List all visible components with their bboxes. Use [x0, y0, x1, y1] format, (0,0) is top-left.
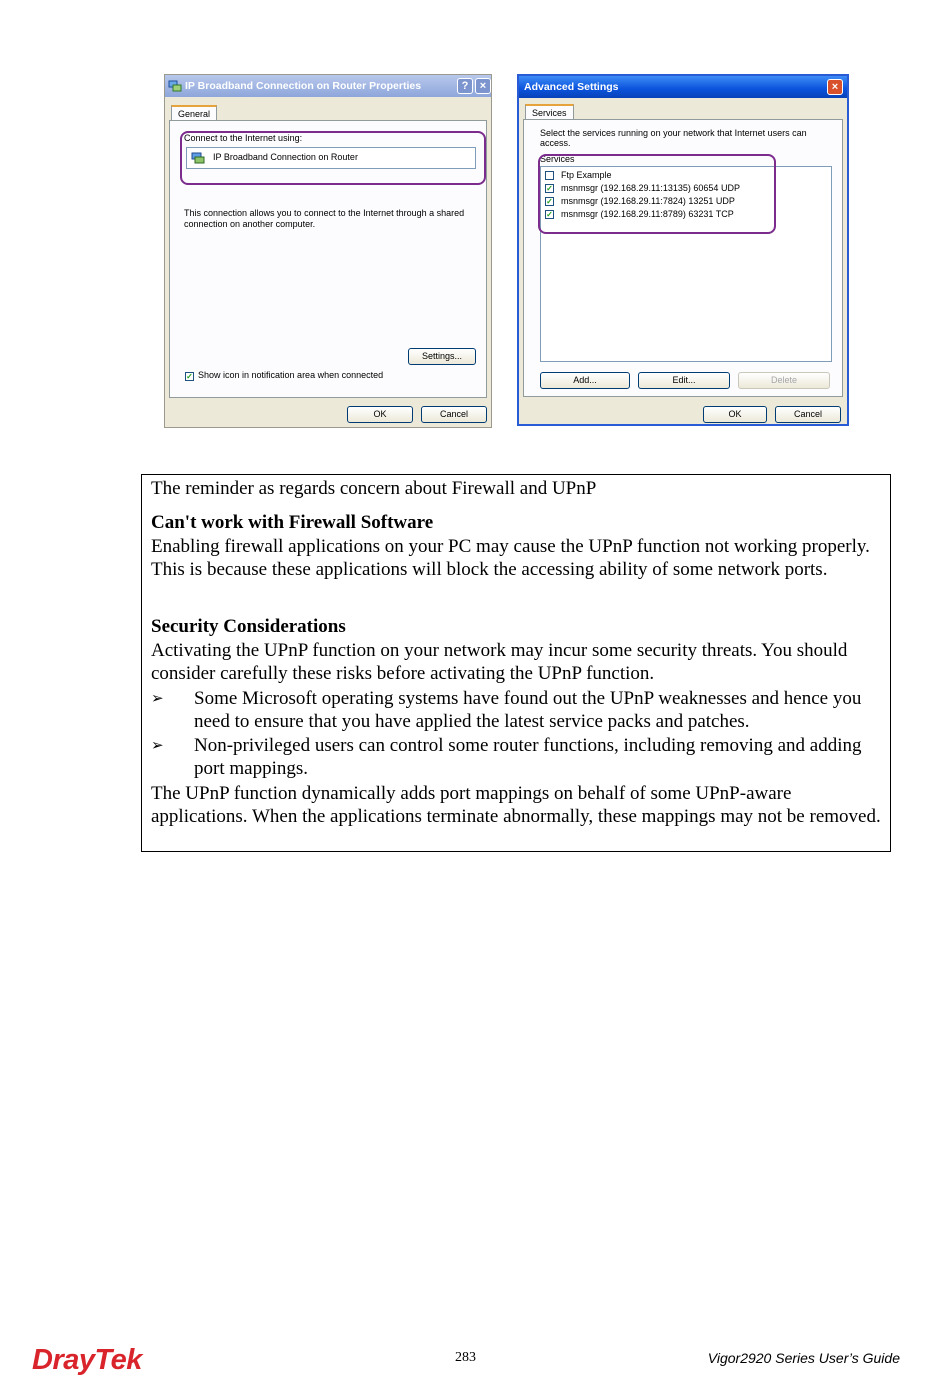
close-button[interactable]: × [475, 78, 491, 94]
connect-using-label: Connect to the Internet using: [184, 133, 303, 143]
tab-services[interactable]: Services [525, 104, 574, 120]
properties-title: IP Broadband Connection on Router Properties [185, 80, 422, 92]
arrow-bullet-icon: ➢ [151, 736, 164, 754]
firewall-paragraph: Enabling firewall applications on your PC may cause the UPnP function not working properly. This is because these applications will block the accessing ability of some network ports. [151, 536, 870, 580]
port-mapping-paragraph: The UPnP function dynamically adds port mappings on behalf of some UPnP-aware applications. When the applications terminate abnormally, these mappings may not be removed. [151, 783, 881, 827]
guide-title: Vigor2920 Series User’s Guide [707, 1350, 900, 1366]
security-heading: Security Considerations [151, 616, 346, 637]
show-icon-checkbox[interactable]: ✓ [186, 372, 193, 381]
services-highlight [538, 154, 776, 234]
properties-cancel-button[interactable]: Cancel [421, 406, 487, 423]
edit-button[interactable]: Edit... [638, 372, 730, 389]
services-label: Services [540, 154, 575, 164]
advanced-title: Advanced Settings [524, 81, 619, 93]
service-label: msnmsgr (192.168.29.11:8789) 63231 TCP [561, 209, 734, 219]
add-button[interactable]: Add... [540, 372, 630, 389]
upnp-reminder-box [141, 474, 891, 852]
connection-field[interactable] [186, 147, 476, 169]
tab-general[interactable]: General [171, 105, 217, 121]
advanced-close-button[interactable]: × [827, 79, 843, 95]
service-label: msnmsgr (192.168.29.11:7824) 13251 UDP [561, 196, 735, 206]
advanced-settings-dialog [517, 74, 849, 426]
connection-description: This connection allows you to connect to the Internet through a shared connection on another computer. [184, 208, 465, 229]
arrow-bullet-icon: ➢ [151, 689, 164, 707]
show-icon-label: Show icon in notification area when connected [198, 370, 384, 380]
firewall-heading: Can't work with Firewall Software [151, 512, 434, 533]
services-panel [523, 119, 843, 397]
note-title: The reminder as regards concern about Firewall and UPnP [151, 478, 597, 499]
service-label: Ftp Example [561, 170, 612, 180]
services-instruction: Select the services running on your network that Internet users can access. [540, 128, 807, 148]
bullet-text: Non-privileged users can control some router functions, including removing and adding port mappings. [194, 735, 862, 779]
advanced-ok-button[interactable]: OK [703, 406, 767, 423]
service-label: msnmsgr (192.168.29.11:13135) 60654 UDP [561, 183, 740, 193]
network-connection-icon [168, 79, 182, 92]
advanced-cancel-button[interactable]: Cancel [775, 406, 841, 423]
draytek-logo: DrayTek [32, 1344, 142, 1376]
general-panel [169, 120, 487, 398]
broadband-icon [191, 152, 205, 164]
delete-button[interactable]: Delete [738, 372, 830, 389]
connection-name: IP Broadband Connection on Router [213, 152, 358, 162]
properties-titlebar[interactable] [165, 75, 491, 97]
security-paragraph: Activating the UPnP function on your network may incur some security threats. You should consider carefully these risks before activating the UPnP function. [151, 640, 848, 684]
settings-button[interactable]: Settings... [408, 348, 476, 365]
advanced-titlebar[interactable] [519, 76, 847, 98]
service-checkbox[interactable]: ✓ [546, 184, 553, 193]
bullet-text: Some Microsoft operating systems have found out the UPnP weaknesses and hence you need to ensure that you have applied the latest service packs and patches. [194, 688, 862, 732]
page-number: 283 [455, 1350, 476, 1365]
service-checkbox[interactable]: ✓ [546, 197, 553, 206]
properties-ok-button[interactable]: OK [347, 406, 413, 423]
help-button[interactable]: ? [457, 78, 473, 94]
service-checkbox[interactable]: ✓ [546, 210, 553, 219]
properties-dialog [164, 74, 492, 428]
